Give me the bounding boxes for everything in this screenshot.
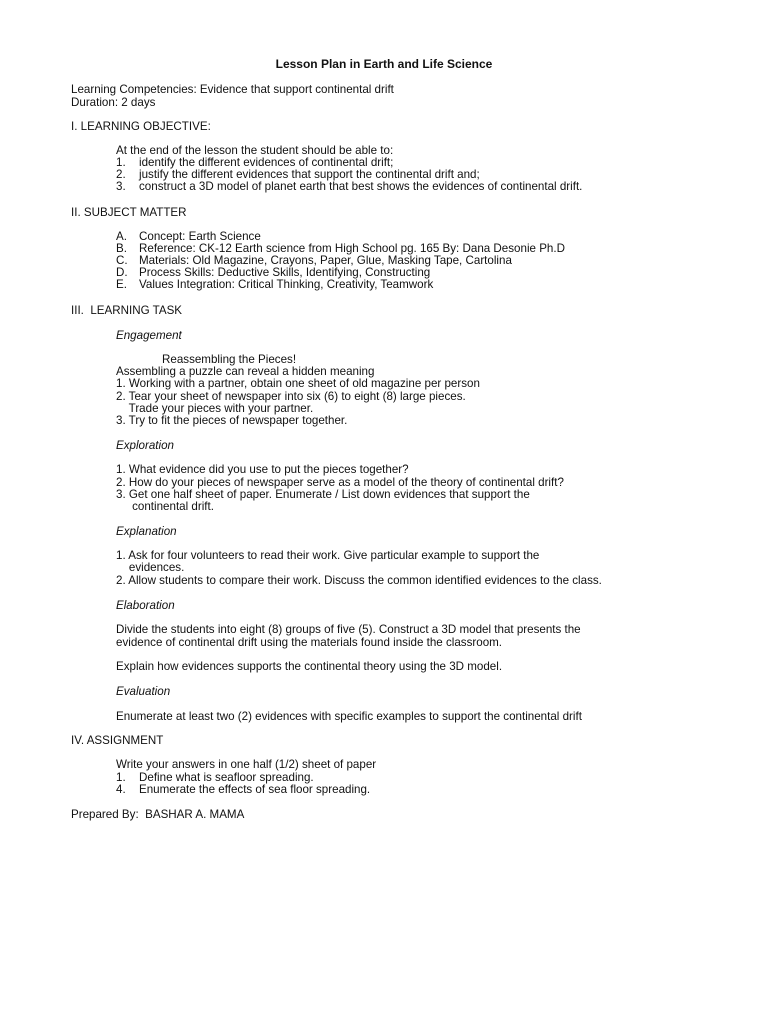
engagement-line: 3. Try to fit the pieces of newspaper together. — [116, 414, 348, 427]
engagement-line: 2. Tear your sheet of newspaper into six (6) to eight (8) large pieces. — [116, 390, 466, 403]
section-heading-objective: I. LEARNING OBJECTIVE: — [71, 120, 211, 133]
exploration-line: 1. What evidence did you use to put the pieces together? — [116, 463, 409, 476]
objective-item-number: 1. — [116, 156, 126, 169]
subject-item-text: Values Integration: Critical Thinking, Creativity, Teamwork — [139, 278, 434, 291]
exploration-label: Exploration — [116, 439, 175, 452]
elaboration-line: Explain how evidences supports the continental theory using the 3D model. — [116, 660, 503, 673]
subject-item-text: Process Skills: Deductive Skills, Identifying, Constructing — [139, 266, 431, 279]
subject-item-letter: A. — [116, 230, 127, 243]
explanation-line: evidences. — [116, 561, 185, 574]
subject-item-text: Concept: Earth Science — [139, 230, 261, 243]
assignment-item-number: 4. — [116, 783, 126, 796]
assignment-item-text: Define what is seafloor spreading. — [139, 771, 314, 784]
exploration-line: 3. Get one half sheet of paper. Enumerate / List down evidences that support the — [116, 488, 530, 501]
objective-intro: At the end of the lesson the student should be able to: — [116, 144, 394, 157]
explanation-label: Explanation — [116, 525, 177, 538]
exploration-line: continental drift. — [116, 500, 214, 513]
engagement-line: 1. Working with a partner, obtain one sheet of old magazine per person — [116, 377, 480, 390]
objective-item-number: 2. — [116, 168, 126, 181]
explanation-line: 2. Allow students to compare their work. Discuss the common identified evidences to the class. — [116, 574, 602, 587]
objective-item-text: identify the different evidences of continental drift; — [139, 156, 394, 169]
elaboration-line: Divide the students into eight (8) groups of five (5). Construct a 3D model that presents the — [116, 623, 581, 636]
assignment-item-text: Enumerate the effects of sea floor spreading. — [139, 783, 371, 796]
exploration-line: 2. How do your pieces of newspaper serve as a model of the theory of continental drift? — [116, 476, 564, 489]
engagement-line: Trade your pieces with your partner. — [116, 402, 314, 415]
learning-competencies: Learning Competencies: Evidence that support continental drift — [71, 83, 394, 96]
evaluation-label: Evaluation — [116, 685, 171, 698]
section-heading-assignment: IV. ASSIGNMENT — [71, 734, 164, 747]
explanation-line: 1. Ask for four volunteers to read their work. Give particular example to support the — [116, 549, 540, 562]
prepared-by: Prepared By: BASHAR A. MAMA — [71, 808, 245, 821]
subject-item-letter: C. — [116, 254, 128, 267]
engagement-label: Engagement — [116, 329, 182, 342]
assignment-item-number: 1. — [116, 771, 126, 784]
objective-item-text: construct a 3D model of planet earth that best shows the evidences of continental drift. — [139, 180, 583, 193]
duration: Duration: 2 days — [71, 96, 156, 109]
engagement-line: Assembling a puzzle can reveal a hidden meaning — [116, 365, 375, 378]
elaboration-line: evidence of continental drift using the materials found inside the classroom. — [116, 636, 503, 649]
evaluation-text: Enumerate at least two (2) evidences with specific examples to support the continental drift — [116, 710, 582, 723]
engagement-title: Reassembling the Pieces! — [162, 353, 297, 366]
subject-item-text: Materials: Old Magazine, Crayons, Paper, Glue, Masking Tape, Cartolina — [139, 254, 512, 267]
section-heading-learning-task: III. LEARNING TASK — [71, 304, 183, 317]
objective-item-text: justify the different evidences that support the continental drift and; — [139, 168, 480, 181]
section-heading-subject-matter: II. SUBJECT MATTER — [71, 206, 187, 219]
subject-item-letter: B. — [116, 242, 127, 255]
subject-item-letter: D. — [116, 266, 128, 279]
objective-item-number: 3. — [116, 180, 126, 193]
page-title: Lesson Plan in Earth and Life Science — [275, 57, 493, 71]
elaboration-label: Elaboration — [116, 599, 175, 612]
subject-item-text: Reference: CK-12 Earth science from High School pg. 165 By: Dana Desonie Ph.D — [139, 242, 565, 255]
assignment-intro: Write your answers in one half (1/2) sheet of paper — [116, 758, 377, 771]
subject-item-letter: E. — [116, 278, 127, 291]
